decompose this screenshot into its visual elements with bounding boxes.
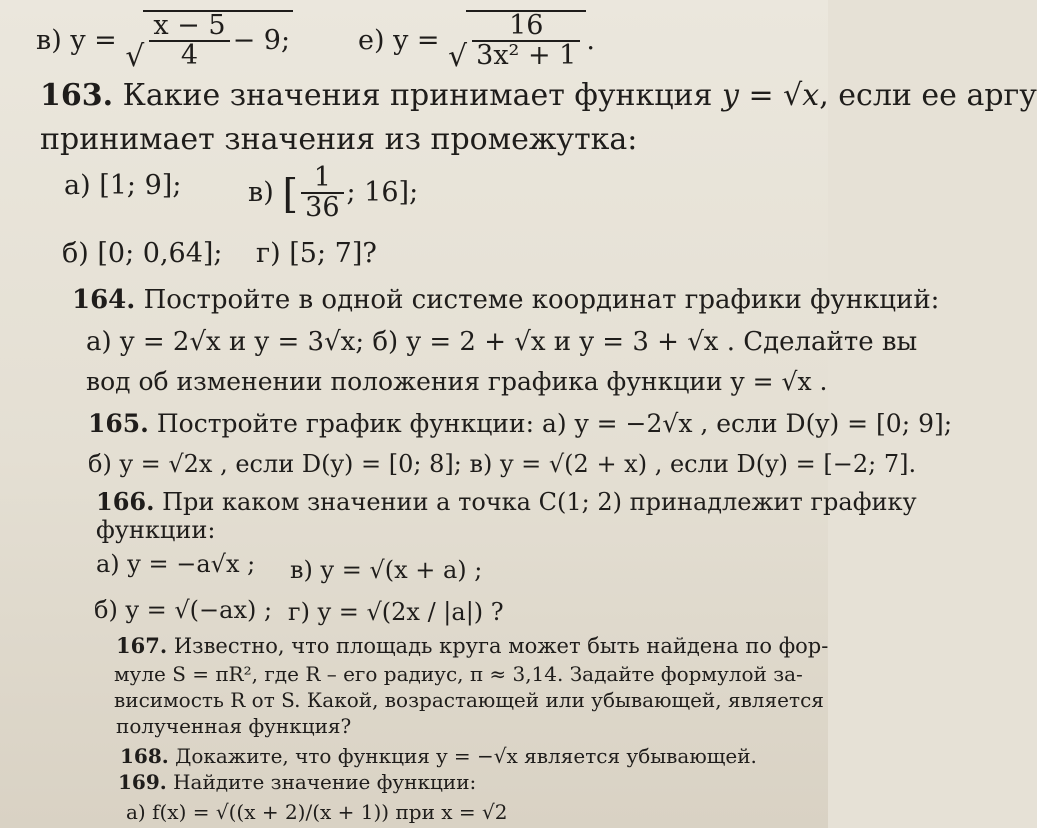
- task-164-line2: а) y = 2√x и y = 3√x; б) y = 2 + √x и y = 3 + √x . Сделайте вы: [86, 327, 918, 357]
- task-167-line2: муле S = πR², где R – его радиус, π ≈ 3,14. Задайте формулой за-: [114, 662, 803, 686]
- task-167-line3: висимость R от S. Какой, возрастающей или убывающей, является: [114, 688, 824, 712]
- task-167-line4: полученная функция?: [116, 714, 352, 738]
- task-165-text: Постройте график функции: а) y = −2√x , если D(y) = [0; 9];: [156, 409, 953, 438]
- task-163-number: 163.: [40, 78, 114, 113]
- task-164-line1: [72, 284, 939, 316]
- task-165-line1: [88, 408, 952, 440]
- task-166-option-g: г) y = √(2x / |a|) ?: [288, 598, 504, 626]
- task-169-number: 169.: [118, 770, 167, 794]
- formula-v-denominator: 4: [180, 40, 199, 72]
- task-163-v-denominator: 36: [305, 192, 340, 224]
- task-163-tail: , если ее аргу: [819, 78, 1037, 113]
- task-169-text: Найдите значение функции:: [173, 770, 477, 794]
- task-163-option-v-suffix: ; 16];: [346, 176, 419, 208]
- formula-e-denominator: 3x² + 1: [476, 40, 577, 72]
- formula-v-numerator: √ x − 5: [149, 12, 229, 42]
- task-163-option-v-prefix: в): [248, 176, 274, 208]
- task-163-option-b: б) [0; 0,64];: [62, 238, 223, 269]
- task-166-text: При каком значении a точка C(1; 2) принадлежит графику: [162, 488, 917, 516]
- task-166-option-a: а) y = −a√x ;: [96, 550, 256, 578]
- task-166-line2: функции:: [96, 516, 216, 544]
- task-164-number: 164.: [72, 285, 136, 315]
- task-163-v-numerator: 1: [301, 164, 343, 194]
- task-168-line: [120, 744, 757, 768]
- task-163-option-a: а) [1; 9];: [64, 170, 182, 201]
- task-166-line1: [96, 488, 917, 516]
- formula-v-tail: − 9;: [232, 24, 291, 56]
- formula-e-radical: [450, 10, 586, 71]
- formula-v-prefix: в) y =: [36, 24, 117, 56]
- formula-e-line: [358, 10, 595, 71]
- formula-e-prefix: е) y =: [358, 24, 440, 56]
- task-163-option-g: г) [5; 7]?: [256, 238, 377, 269]
- task-168-number: 168.: [120, 744, 169, 768]
- task-167-number: 167.: [116, 633, 168, 658]
- formula-v-line: [36, 10, 293, 71]
- task-165-number: 165.: [88, 409, 149, 438]
- task-163-line2: принимает значения из промежутка:: [40, 122, 638, 157]
- task-169-line: [118, 770, 476, 794]
- task-163-text: Какие значения принимает функция: [122, 78, 713, 113]
- task-168-text: Докажите, что функция y = −√x является убывающей.: [175, 744, 757, 768]
- task-167-text: Известно, что площадь круга может быть найдена по фор-: [173, 634, 829, 658]
- task-169-option-a: а) f(x) = √((x + 2)/(x + 1)) при x = √2: [126, 800, 508, 824]
- task-166-option-v: в) y = √(x + a) ;: [290, 556, 483, 584]
- task-164-text: Постройте в одной системе координат графики функций:: [143, 285, 940, 315]
- task-167-line1: [116, 634, 828, 658]
- formula-e-tail: .: [586, 24, 595, 56]
- task-164-line3: вод об изменении положения графика функции y = √x .: [86, 367, 828, 396]
- formula-v-radical: [127, 10, 293, 71]
- task-166-option-b: б) y = √(−ax) ;: [94, 596, 273, 624]
- task-165-line2: б) y = √2x , если D(y) = [0; 8]; в) y = √(2 + x) , если D(y) = [−2; 7].: [88, 450, 917, 478]
- task-163-function: y = √x: [721, 78, 820, 113]
- task-166-number: 166.: [96, 487, 155, 516]
- task-163-option-v: в) [ $\frac{1}{36}$ ; 16];: [248, 162, 419, 224]
- formula-e-numerator: √ 16: [472, 12, 580, 42]
- task-163-title: [40, 80, 1037, 112]
